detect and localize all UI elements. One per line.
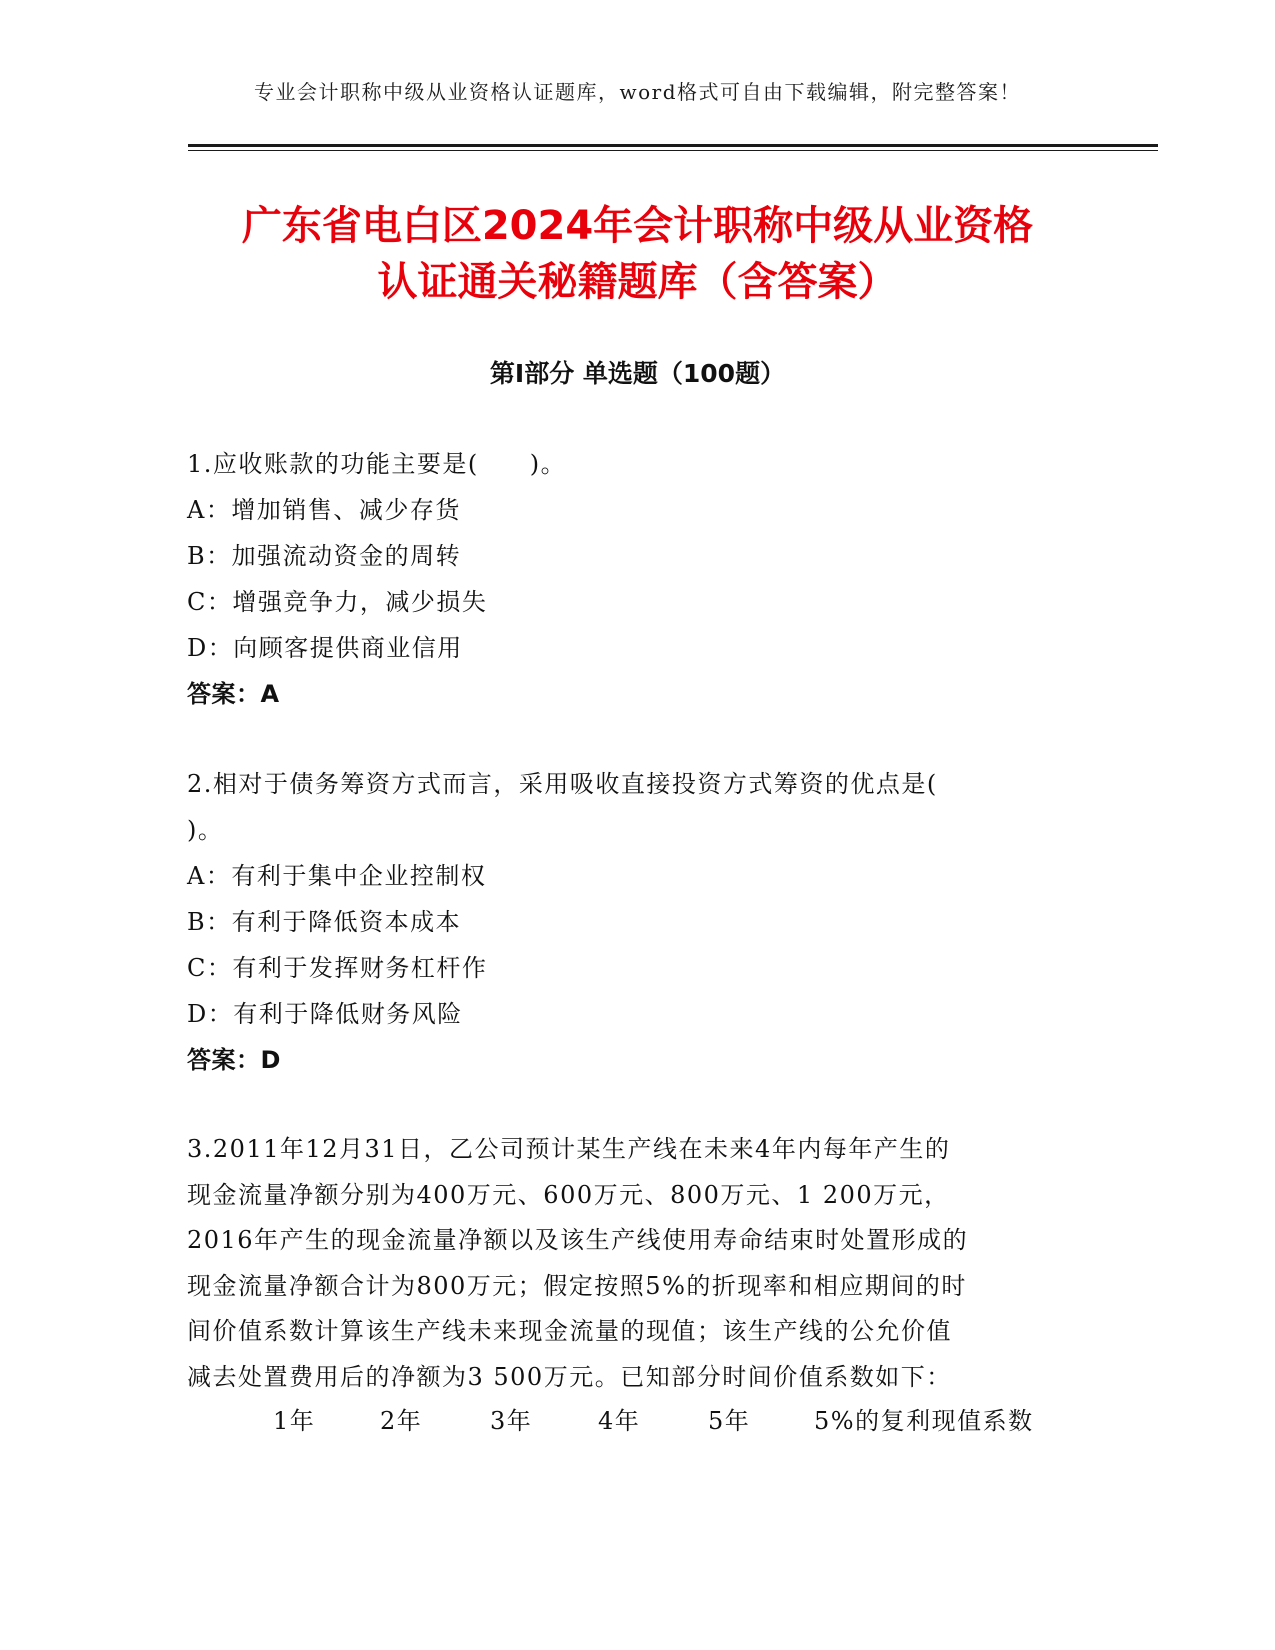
question-2-option-a: A：有利于集中企业控制权 — [187, 862, 487, 890]
question-3-table-header — [0, 1398, 1275, 1444]
header-rule-thick — [188, 144, 1158, 147]
header-rule-thin — [188, 150, 1158, 151]
question-1-option-b: B：加强流动资金的周转 — [187, 542, 462, 570]
question-3-stem-line-2: 现金流量净额分别为400万元、600万元、800万元、1 200万元， — [187, 1180, 950, 1209]
table-header-year-4: 4年 — [598, 1407, 641, 1435]
question-3-stem-line-5: 间价值系数计算该生产线未来现金流量的现值；该生产线的公允价值 — [187, 1317, 952, 1345]
question-3-stem-line-1: 3.2011年12月31日，乙公司预计某生产线在未来4年内每年产生的 — [187, 1135, 951, 1163]
question-2-stem-line-1: 2.相对于债务筹资方式而言，采用吸收直接投资方式筹资的优点是( — [187, 770, 938, 798]
question-3 — [187, 1127, 1067, 1400]
question-2-stem-line-2: )。 — [187, 816, 224, 844]
question-1-answer: 答案：A — [187, 680, 280, 708]
table-header-year-1: 1年 — [273, 1407, 316, 1435]
document-title-line-1: 广东省电白区2024年会计职称中级从业资格 — [241, 203, 1034, 249]
document-title — [150, 198, 1125, 310]
question-1 — [187, 441, 1067, 717]
table-header-factor: 5%的复利现值系数 — [814, 1407, 1034, 1435]
question-2 — [187, 761, 1067, 1083]
question-2-option-b: B：有利于降低资本成本 — [187, 908, 462, 936]
question-3-stem-line-3: 2016年产生的现金流量净额以及该生产线使用寿命结束时处置形成的 — [187, 1226, 969, 1254]
question-2-option-d: D：有利于降低财务风险 — [187, 1000, 463, 1028]
section-heading: 第Ⅰ部分 单选题（100题） — [489, 359, 786, 388]
question-1-stem: 1.应收账款的功能主要是( )。 — [187, 450, 567, 478]
table-header-year-3: 3年 — [490, 1407, 533, 1435]
question-3-stem-line-4: 现金流量净额合计为800万元；假定按照5%的折现率和相应期间的时 — [187, 1271, 967, 1300]
question-1-option-c: C：增强竞争力，减少损失 — [187, 588, 488, 616]
question-2-option-c: C：有利于发挥财务杠杆作 — [187, 954, 488, 982]
question-1-option-d: D：向顾客提供商业信用 — [187, 634, 463, 662]
question-2-answer: 答案：D — [187, 1046, 281, 1074]
table-header-year-5: 5年 — [708, 1407, 751, 1435]
table-header-year-2: 2年 — [380, 1407, 423, 1435]
question-3-stem-line-6: 减去处置费用后的净额为3 500万元。已知部分时间价值系数如下： — [187, 1362, 952, 1391]
header-note: 专业会计职称中级从业资格认证题库，word格式可自由下载编辑，附完整答案！ — [253, 80, 1022, 104]
question-1-option-a: A：增加销售、减少存货 — [187, 496, 461, 524]
document-title-line-2: 认证通关秘籍题库（含答案） — [377, 259, 898, 305]
